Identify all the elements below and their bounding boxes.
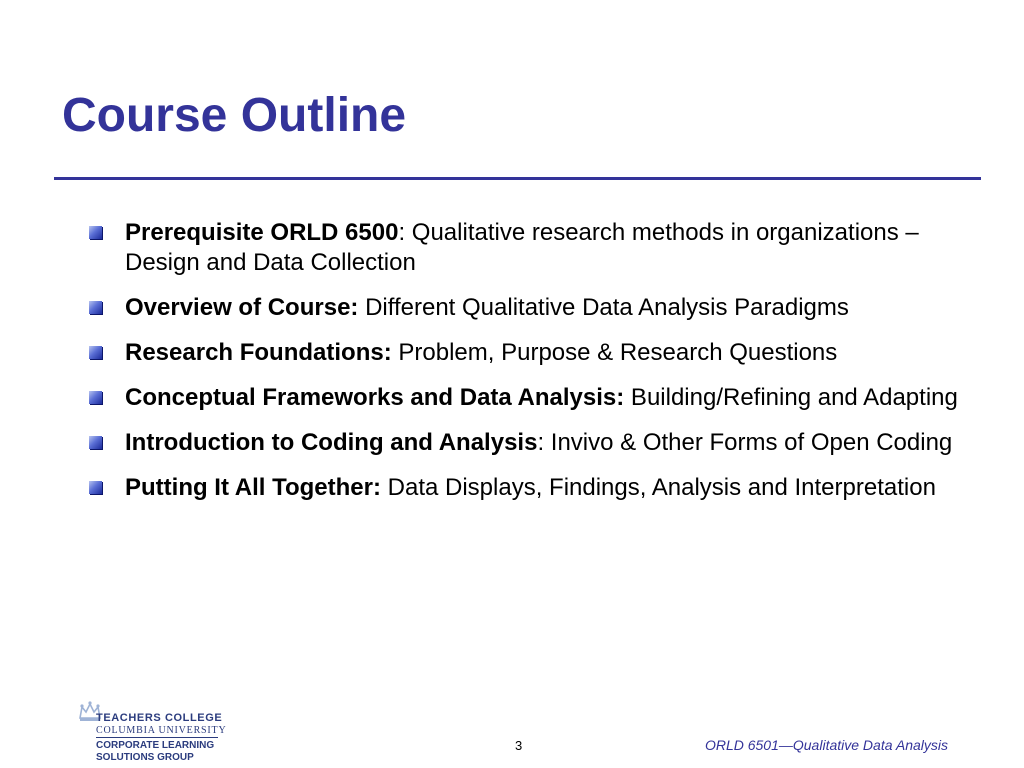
bullet-text: : Invivo & Other Forms of Open Coding: [537, 429, 953, 456]
bullet-item: [89, 338, 969, 368]
square-bullet-icon: [89, 436, 102, 449]
square-bullet-icon: [89, 391, 102, 404]
bullet-text: Data Displays, Findings, Analysis and Interpretation: [380, 474, 936, 501]
square-bullet-icon: [89, 481, 102, 494]
bullet-item: [89, 383, 969, 413]
bullet-text: Building/Refining and Adapting: [624, 384, 958, 411]
bullet-label: Putting It All Together:: [125, 474, 381, 501]
bullet-label: Conceptual Frameworks and Data Analysis:: [125, 384, 625, 411]
logo-text-teachers-college: TEACHERS COLLEGE: [96, 712, 223, 724]
bullet-label: Overview of Course:: [125, 294, 359, 321]
square-bullet-icon: [89, 226, 102, 239]
bullet-item: [89, 293, 969, 323]
bullet-text: Different Qualitative Data Analysis Paradigms: [358, 294, 849, 321]
logo-divider: [96, 737, 218, 738]
page-number: 3: [515, 738, 523, 753]
logo-text-solutions-group: SOLUTIONS GROUP: [96, 752, 194, 763]
bullet-item: [89, 473, 969, 503]
bullet-label: Prerequisite ORLD 6500: [125, 219, 399, 246]
bullet-list: [89, 218, 969, 518]
teachers-college-logo: [78, 700, 228, 764]
logo-text-columbia-university: COLUMBIA UNIVERSITY: [96, 725, 227, 736]
square-bullet-icon: [89, 301, 102, 314]
bullet-text: : Qualitative research methods in organizations – Design and Data Collection: [125, 219, 919, 276]
bullet-label: Research Foundations:: [125, 339, 392, 366]
course-footer: ORLD 6501—Qualitative Data Analysis: [704, 737, 948, 753]
bullet-item: [89, 428, 969, 458]
square-bullet-icon: [89, 346, 102, 359]
logo-text-corporate-learning: CORPORATE LEARNING: [96, 740, 215, 751]
slide-title: Course Outline: [62, 89, 407, 142]
bullet-label: Introduction to Coding and Analysis: [125, 429, 538, 456]
bullet-item: [89, 218, 969, 278]
title-divider: [54, 177, 981, 180]
bullet-text: Problem, Purpose & Research Questions: [391, 339, 838, 366]
